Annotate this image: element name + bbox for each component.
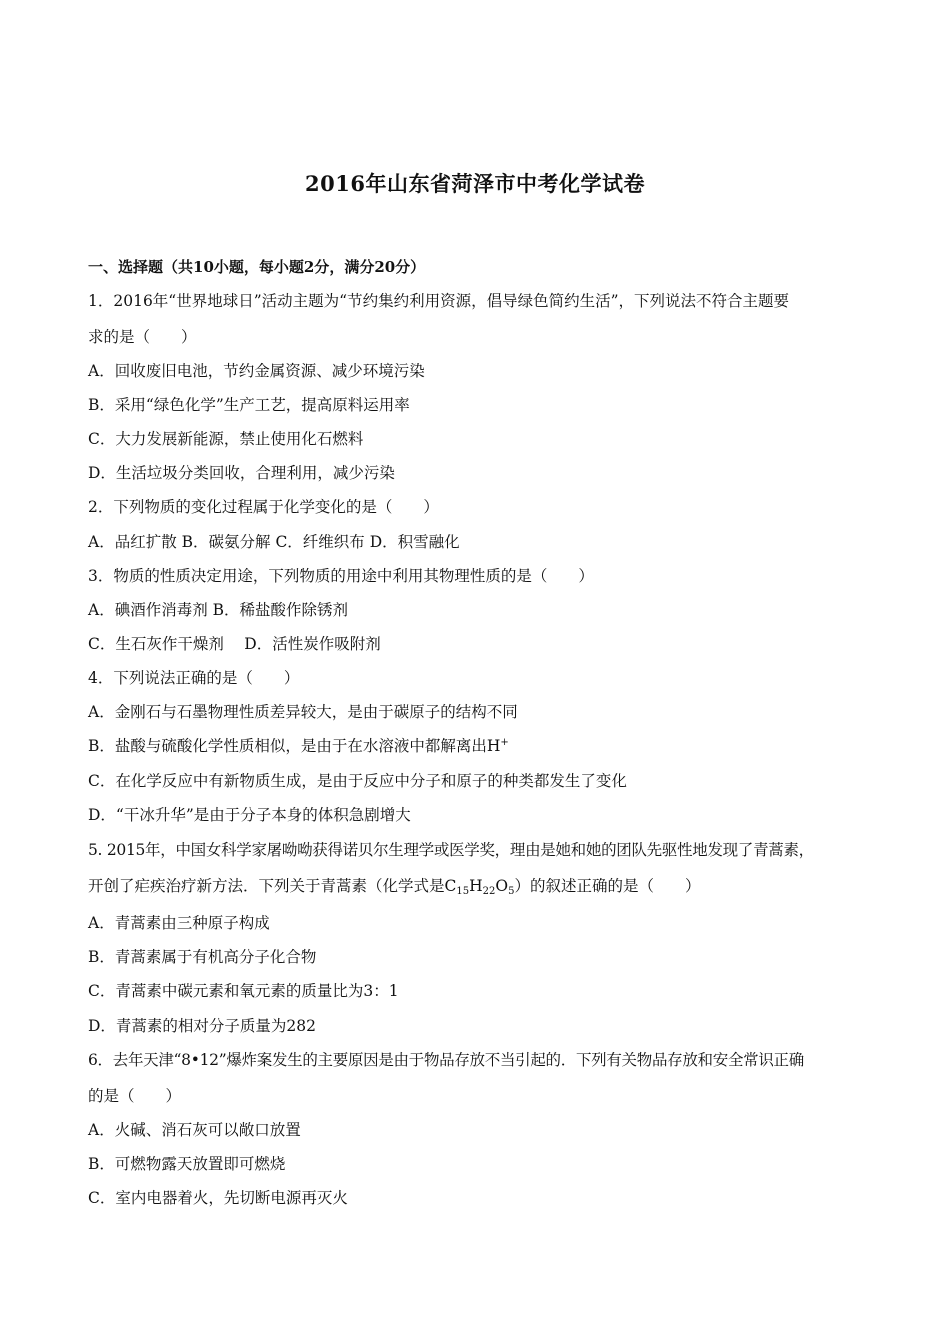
hydrogen-symbol: H — [469, 877, 483, 895]
page-title: 2016年山东省菏泽市中考化学试卷 — [305, 171, 645, 196]
hydrogen-count: 22 — [482, 886, 496, 897]
question-4-option-c: C．在化学反应中有新物质生成，是由于反应中分子和原子的种类都发生了变化 — [88, 772, 627, 790]
question-4-option-a: A．金刚石与石墨物理性质差异较大，是由于碳原子的结构不同 — [88, 703, 518, 721]
question-5-stem-cont — [88, 876, 878, 896]
question-4-option-b — [88, 736, 878, 756]
question-6-option-c: C．室内电器着火，先切断电源再灭火 — [88, 1189, 348, 1207]
section-heading: 一、选择题（共10小题，每小题2分，满分20分） — [88, 258, 426, 276]
question-3-options-cd: C．生石灰作干燥剂 D．活性炭作吸附剂 — [88, 635, 381, 653]
question-1-option-c: C．大力发展新能源，禁止使用化石燃料 — [88, 430, 364, 448]
question-5-option-b: B．青蒿素属于有机高分子化合物 — [88, 948, 317, 966]
hydrogen-ion-charge: + — [500, 737, 509, 748]
question-1-option-d: D．生活垃圾分类回收，合理利用，减少污染 — [88, 464, 395, 482]
oxygen-symbol: O — [495, 877, 509, 895]
option-b-text: B．盐酸与硫酸化学性质相似，是由于在水溶液中都解离出H — [88, 737, 501, 755]
stem-text: 开创了疟疾治疗新方法．下列关于青蒿素（化学式是C — [88, 877, 457, 895]
question-5-stem: 5. 2015年，中国女科学家屠呦呦获得诺贝尔生理学或医学奖，理由是她和她的团队先驱性地发现了青蒿素， — [88, 841, 814, 859]
question-4-option-d: D．“干冰升华”是由于分子本身的体积急剧增大 — [88, 806, 411, 824]
question-5-option-d: D．青蒿素的相对分子质量为282 — [88, 1017, 317, 1035]
question-5-option-a: A．青蒿素由三种原子构成 — [88, 914, 270, 932]
question-6-option-a: A．火碱、消石灰可以敞口放置 — [88, 1121, 301, 1139]
question-6-stem: 6．去年天津“8•12”爆炸案发生的主要原因是由于物品存放不当引起的．下列有关物品存放和安全常识正确 — [88, 1051, 804, 1069]
question-2-options: A．品红扩散 B．碳氨分解 C．纤维织布 D．积雪融化 — [88, 533, 460, 551]
question-5-option-c: C．青蒿素中碳元素和氧元素的质量比为3：1 — [88, 982, 399, 1000]
question-4-stem: 4．下列说法正确的是（ ） — [88, 669, 300, 687]
stem-text-end: ）的叙述正确的是（ ） — [514, 877, 701, 895]
question-1-stem-cont: 求的是（ ） — [88, 328, 197, 346]
question-2-stem: 2．下列物质的变化过程属于化学变化的是（ ） — [88, 498, 439, 516]
question-1-option-b: B．采用“绿色化学”生产工艺，提高原料运用率 — [88, 396, 410, 414]
question-3-stem: 3．物质的性质决定用途，下列物质的用途中利用其物理性质的是（ ） — [88, 567, 594, 585]
oxygen-count: 5 — [508, 886, 515, 897]
carbon-count: 15 — [456, 886, 470, 897]
question-1-option-a: A．回收废旧电池，节约金属资源、减少环境污染 — [88, 362, 425, 380]
question-3-options-ab: A．碘酒作消毒剂 B．稀盐酸作除锈剂 — [88, 601, 349, 619]
question-1-stem: 1．2016年“世界地球日”活动主题为“节约集约利用资源，倡导绿色简约生活”，下列说法不符合主题要 — [88, 292, 790, 310]
question-6-option-b: B．可燃物露天放置即可燃烧 — [88, 1155, 286, 1173]
question-6-stem-cont: 的是（ ） — [88, 1087, 182, 1105]
